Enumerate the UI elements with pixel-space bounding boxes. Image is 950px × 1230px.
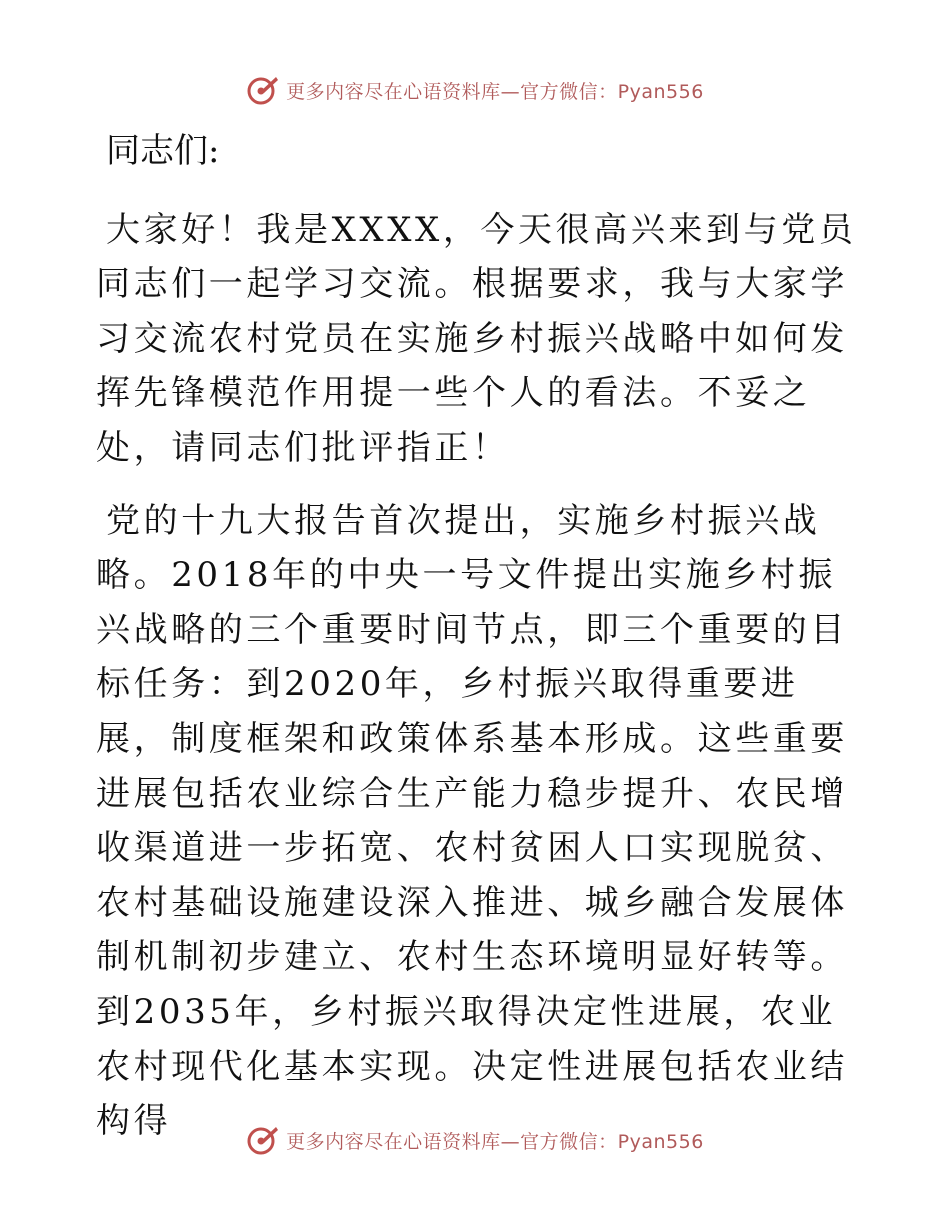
paragraph-strategy: 党的十九大报告首次提出，实施乡村振兴战略。2018年的中央一号文件提出实施乡村振兴战略的三个重要时间节点，即三个重要的目标任务：到2020年，乡村振兴取得重要进展，制度框架和政策体系基本形成。这些重要进展包括农业综合生产能力稳步提升、农民增收渠道进一步拓宽、农村贫困人口实现脱贫、农村基础设施建设深入推进、城乡融合发展体制机制初步建立、农村生态环境明显好转等。到2035年，乡村振兴取得决定性进展，农业农村现代化基本实现。决定性进展包括农业结构得 xyxy=(96,500,848,1142)
pen-logo-icon xyxy=(246,73,280,107)
watermark-text: 更多内容尽在心语资料库—官方微信：Pyan556 xyxy=(286,1130,704,1153)
salutation: 同志们: xyxy=(106,131,220,171)
paragraph-greeting: 大家好！我是XXXX，今天很高兴来到与党员同志们一起学习交流。根据要求，我与大家学习交流农村党员在实施乡村振兴战略中如何发挥先锋模范作用提一些个人的看法。不妥之处，请同志们批评指正！ xyxy=(96,209,857,468)
watermark-text: 更多内容尽在心语资料库—官方微信：Pyan556 xyxy=(286,80,704,103)
header-watermark xyxy=(0,70,950,110)
footer-watermark xyxy=(0,1120,950,1160)
pen-logo-icon xyxy=(246,1123,280,1157)
document-body xyxy=(96,120,868,1149)
